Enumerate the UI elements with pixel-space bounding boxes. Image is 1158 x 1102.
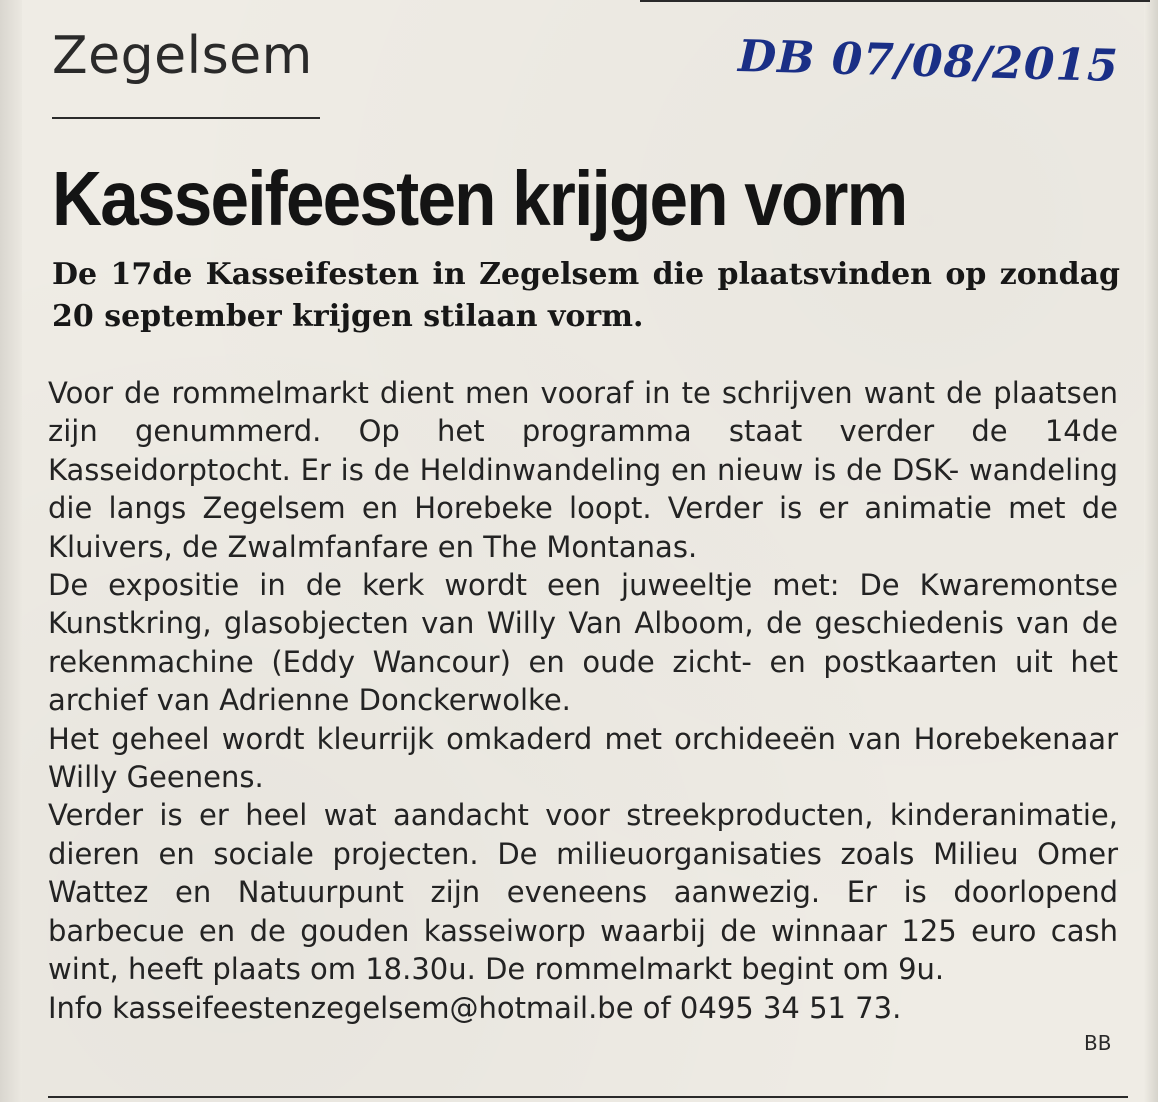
section-divider (52, 117, 320, 119)
article-headline: Kasseifeesten krijgen vorm (52, 156, 907, 242)
author-byline: BB (1084, 1031, 1112, 1055)
scan-left-edge (0, 0, 22, 1102)
bottom-divider (48, 1096, 1128, 1098)
handwritten-date: DB 07/08/2015 (737, 31, 1120, 92)
top-divider (640, 0, 1150, 2)
body-paragraph: De expositie in de kerk wordt een juweeltje met: De Kwaremontse Kunstkring, glasobjecten van Willy Van Alboom, de geschiedenis van de rekenmachine (Eddy Wancour) en oude zicht- en postkaarten uit het archief van Adrienne Donckerwolke. (48, 568, 1118, 718)
contact-info: Info kasseifeestenzegelsem@hotmail.be of 0495 34 51 73. (48, 990, 902, 1025)
article-body (48, 374, 1118, 1027)
body-paragraph: Voor de rommelmarkt dient men vooraf in te schrijven want de plaatsen zijn genummerd. Op het programma staat verder de 14de Kasseidorptocht. Er is de Heldinwandeling en nieuw is de DSK- wandeling die langs Zegelsem en Horebeke loopt. Verder is er animatie met de Kluivers, de Zwalmfanfare en The Montanas. (48, 376, 1118, 564)
scan-right-edge (1144, 0, 1158, 1102)
body-paragraph: Het geheel wordt kleurrijk omkaderd met orchideeën van Horebekenaar Willy Geenens. (48, 721, 1118, 795)
section-label: Zegelsem (52, 26, 313, 86)
article-lead: De 17de Kasseifesten in Zegelsem die plaatsvinden op zondag 20 september krijgen stilaan vorm. (52, 257, 1120, 334)
body-paragraph: Verder is er heel wat aandacht voor streekproducten, kinderanimatie, dieren en sociale projecten. De milieuorganisaties zoals Milieu Omer Wattez en Natuurpunt zijn eveneens aanwezig. Er is doorlopend barbecue en de gouden kasseiworp waarbij de winnaar 125 euro cash wint, heeft plaats om 18.30u. De rommelmarkt begint om 9u. (48, 798, 1118, 987)
